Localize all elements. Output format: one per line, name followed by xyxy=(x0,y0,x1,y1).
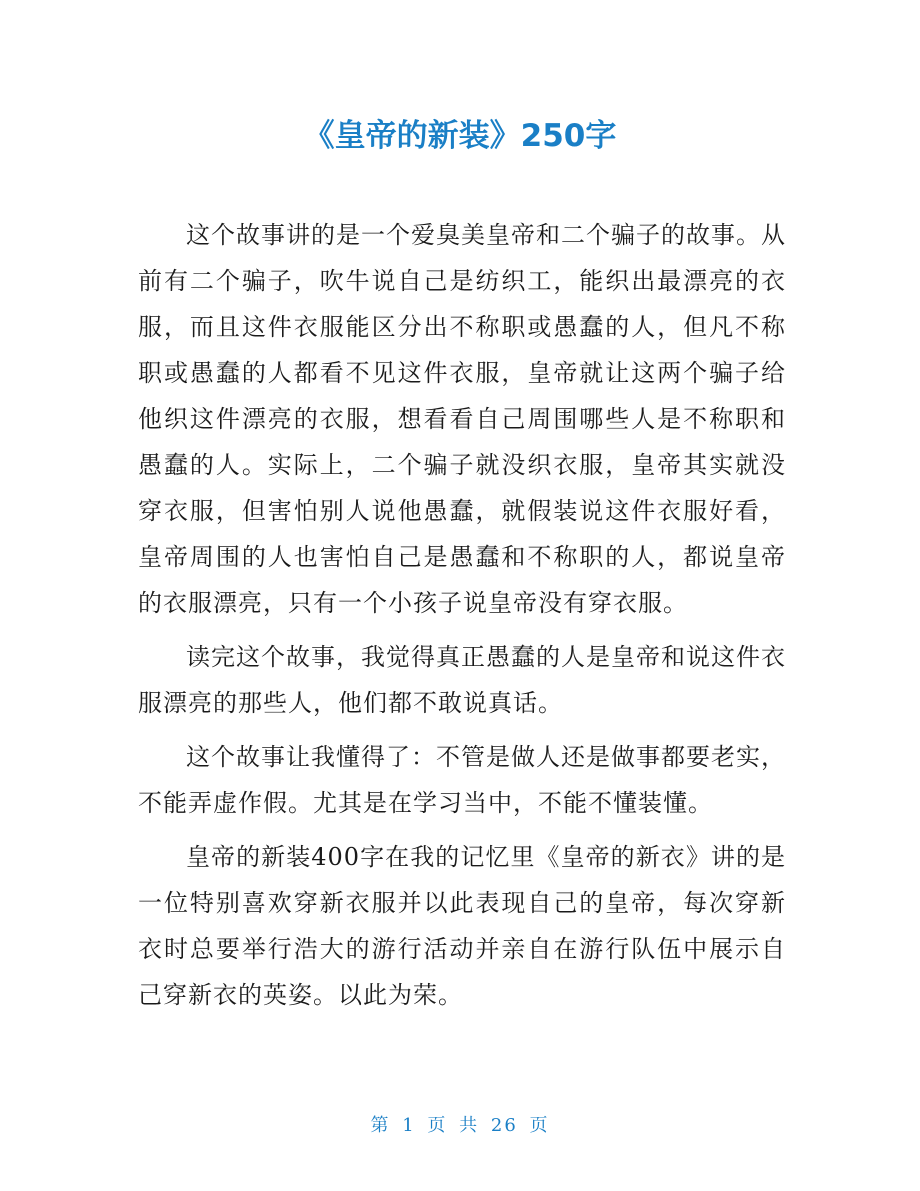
footer-suffix: 页 xyxy=(529,1115,550,1136)
paragraph-2: 读完这个故事，我觉得真正愚蠢的人是皇帝和说这件衣服漂亮的那些人，他们都不敢说真话。 xyxy=(138,643,786,717)
page-footer xyxy=(0,1114,920,1138)
document-body xyxy=(138,212,786,1026)
footer-prefix: 第 xyxy=(370,1115,391,1136)
paragraph-1: 这个故事讲的是一个爱臭美皇帝和二个骗子的故事。从前有二个骗子，吹牛说自己是纺织工，能织出最漂亮的衣服，而且这件衣服能区分出不称职或愚蠢的人，但凡不称职或愚蠢的人都看不见这件衣服，皇帝就让这两个骗子给他织这件漂亮的衣服，想看看自己周围哪些人是不称职和愚蠢的人。实际上，二个骗子就没织衣服，皇帝其实就没穿衣服，但害怕别人说他愚蠢，就假装说这件衣服好看，皇帝周围的人也害怕自己是愚蠢和不称职的人，都说皇帝的衣服漂亮，只有一个小孩子说皇帝没有穿衣服。 xyxy=(138,221,786,617)
footer-current-page: 1 xyxy=(402,1115,416,1136)
paragraph-3: 这个故事让我懂得了：不管是做人还是做事都要老实，不能弄虚作假。尤其是在学习当中，不能不懂装懂。 xyxy=(138,743,786,817)
footer-total-pages: 26 xyxy=(490,1115,518,1136)
paragraph-4: 皇帝的新装400字在我的记忆里《皇帝的新衣》讲的是一位特别喜欢穿新衣服并以此表现自己的皇帝，每次穿新衣时总要举行浩大的游行活动并亲自在游行队伍中展示自己穿新衣的英姿。以此为荣。 xyxy=(138,843,786,1009)
footer-total-word: 共 xyxy=(459,1115,480,1136)
footer-page-word: 页 xyxy=(427,1115,448,1136)
page-title: 《皇帝的新装》250字 xyxy=(303,118,617,154)
